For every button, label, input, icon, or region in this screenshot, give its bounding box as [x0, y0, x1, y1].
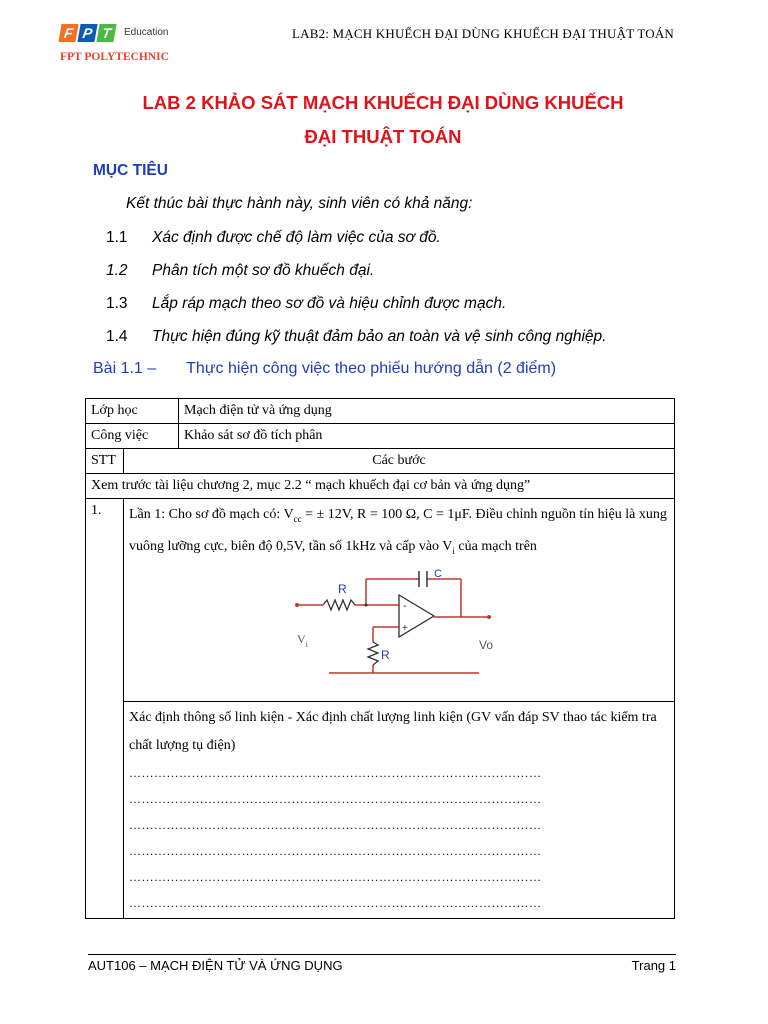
resistor-input-label: R — [338, 581, 347, 596]
answer-line: ……………………………………………………………………………………… — [129, 896, 542, 910]
answer-line: ……………………………………………………………………………………… — [129, 792, 542, 806]
page-footer — [88, 954, 676, 973]
table-row — [86, 474, 675, 499]
integrator-circuit-diagram — [129, 567, 669, 677]
table-row — [86, 399, 675, 424]
running-header: LAB2: MẠCH KHUẾCH ĐẠI DÙNG KHUẾCH ĐẠI THUẬT TOÁN — [291, 26, 674, 41]
circuit-wires — [297, 579, 489, 673]
objective-text: Xác định được chế độ làm việc của sơ đồ. — [152, 229, 441, 246]
objective-text: Phân tích một sơ đồ khuếch đại. — [152, 262, 375, 279]
step-1-text — [129, 501, 669, 565]
footer-page-number: Trang 1 — [631, 958, 676, 973]
logo-education-text: Education — [124, 27, 169, 38]
job-value: Khảo sát sơ đồ tích phân — [179, 424, 675, 449]
vcc-subscript: cc — [293, 513, 302, 524]
fpt-polytechnic-logo — [60, 24, 200, 70]
objective-item — [106, 295, 506, 313]
fpt-logo-mark — [60, 24, 115, 44]
logo-letter-p: P — [77, 24, 97, 42]
objective-number: 1.4 — [106, 328, 128, 345]
table-row — [86, 702, 675, 919]
resistor-ground-label: R — [381, 647, 390, 662]
class-value: Mạch điện tử và ứng dụng — [179, 399, 675, 424]
step-1-text-a: Lần 1: Cho sơ đồ mạch có: V — [129, 507, 294, 522]
step-1-cell — [124, 499, 675, 702]
work-sheet-table — [85, 398, 675, 919]
objective-number: 1.3 — [106, 295, 128, 312]
answer-line: ……………………………………………………………………………………… — [129, 844, 542, 858]
page-title-line-2: ĐẠI THUẬT TOÁN — [304, 126, 462, 147]
answer-line: ……………………………………………………………………………………… — [129, 818, 542, 832]
page-title-line-1: LAB 2 KHẢO SÁT MẠCH KHUẾCH ĐẠI DÙNG KHUẾCH — [142, 92, 624, 113]
exercise-heading — [93, 360, 556, 378]
table-row — [86, 499, 675, 702]
output-terminal — [487, 615, 491, 619]
op-amp-minus: - — [403, 599, 407, 612]
component-check-cell — [124, 702, 675, 919]
resistor-input-icon — [323, 600, 355, 610]
logo-polytechnic-text: FPT POLYTECHNIC — [60, 51, 169, 63]
objective-item — [106, 262, 374, 280]
logo-letter-f: F — [58, 24, 78, 42]
vo-label: Vo — [479, 637, 494, 652]
class-label: Lớp học — [86, 399, 179, 424]
op-amp-plus: + — [402, 622, 408, 634]
objective-number: 1.1 — [106, 229, 128, 246]
footer-course: AUT106 – MẠCH ĐIỆN TỬ VÀ ỨNG DỤNG — [88, 958, 343, 973]
objective-number: 1.2 — [106, 262, 128, 279]
step-number: 1. — [86, 499, 124, 919]
answer-line: ……………………………………………………………………………………… — [129, 870, 542, 884]
stt-header: STT — [86, 449, 124, 474]
logo-letter-t: T — [96, 24, 116, 42]
preview-instruction: Xem trước tài liệu chương 2, mục 2.2 “ mạch khuếch đại cơ bản và ứng dụng” — [86, 474, 675, 499]
input-terminal — [295, 603, 299, 607]
objectives-heading: MỤC TIÊU — [93, 162, 168, 179]
answer-line: ……………………………………………………………………………………… — [129, 766, 542, 780]
capacitor-label: C — [434, 567, 442, 580]
step-1-text-c: của mạch trên — [454, 538, 537, 554]
steps-header: Các bước — [124, 449, 675, 474]
vi-label: $V_i$ — [297, 631, 308, 649]
objective-item — [106, 229, 441, 247]
junction-dot — [365, 603, 368, 606]
component-check-text: Xác định thông số linh kiện - Xác định chất lượng linh kiện (GV vấn đáp SV thao tác kiểm tra chất lượng tụ điện) — [129, 710, 657, 753]
exercise-label: Bài 1.1 – — [93, 360, 157, 377]
objectives-intro: Kết thúc bài thực hành này, sinh viên có khả năng: — [126, 195, 473, 212]
resistor-ground-icon — [368, 642, 378, 665]
job-label: Công việc — [86, 424, 179, 449]
objective-text: Thực hiện đúng kỹ thuật đảm bảo an toàn và vệ sinh công nghiệp. — [152, 328, 607, 345]
vi-subscript: i — [452, 545, 455, 556]
exercise-text: Thực hiện công việc theo phiếu hướng dẫn (2 điểm) — [186, 360, 557, 377]
objective-item — [106, 328, 606, 346]
step-1-text-b: = ± 12V, R = 100 Ω, C = 1μF. Điều chỉnh nguồn tín hiệu là xung vuông lưỡng cực, biên độ 0,5V, tần số 1kHz và cấp vào V — [129, 507, 667, 554]
table-row — [86, 449, 675, 474]
table-row — [86, 424, 675, 449]
objective-text: Lắp ráp mạch theo sơ đồ và hiệu chỉnh được mạch. — [152, 295, 507, 312]
